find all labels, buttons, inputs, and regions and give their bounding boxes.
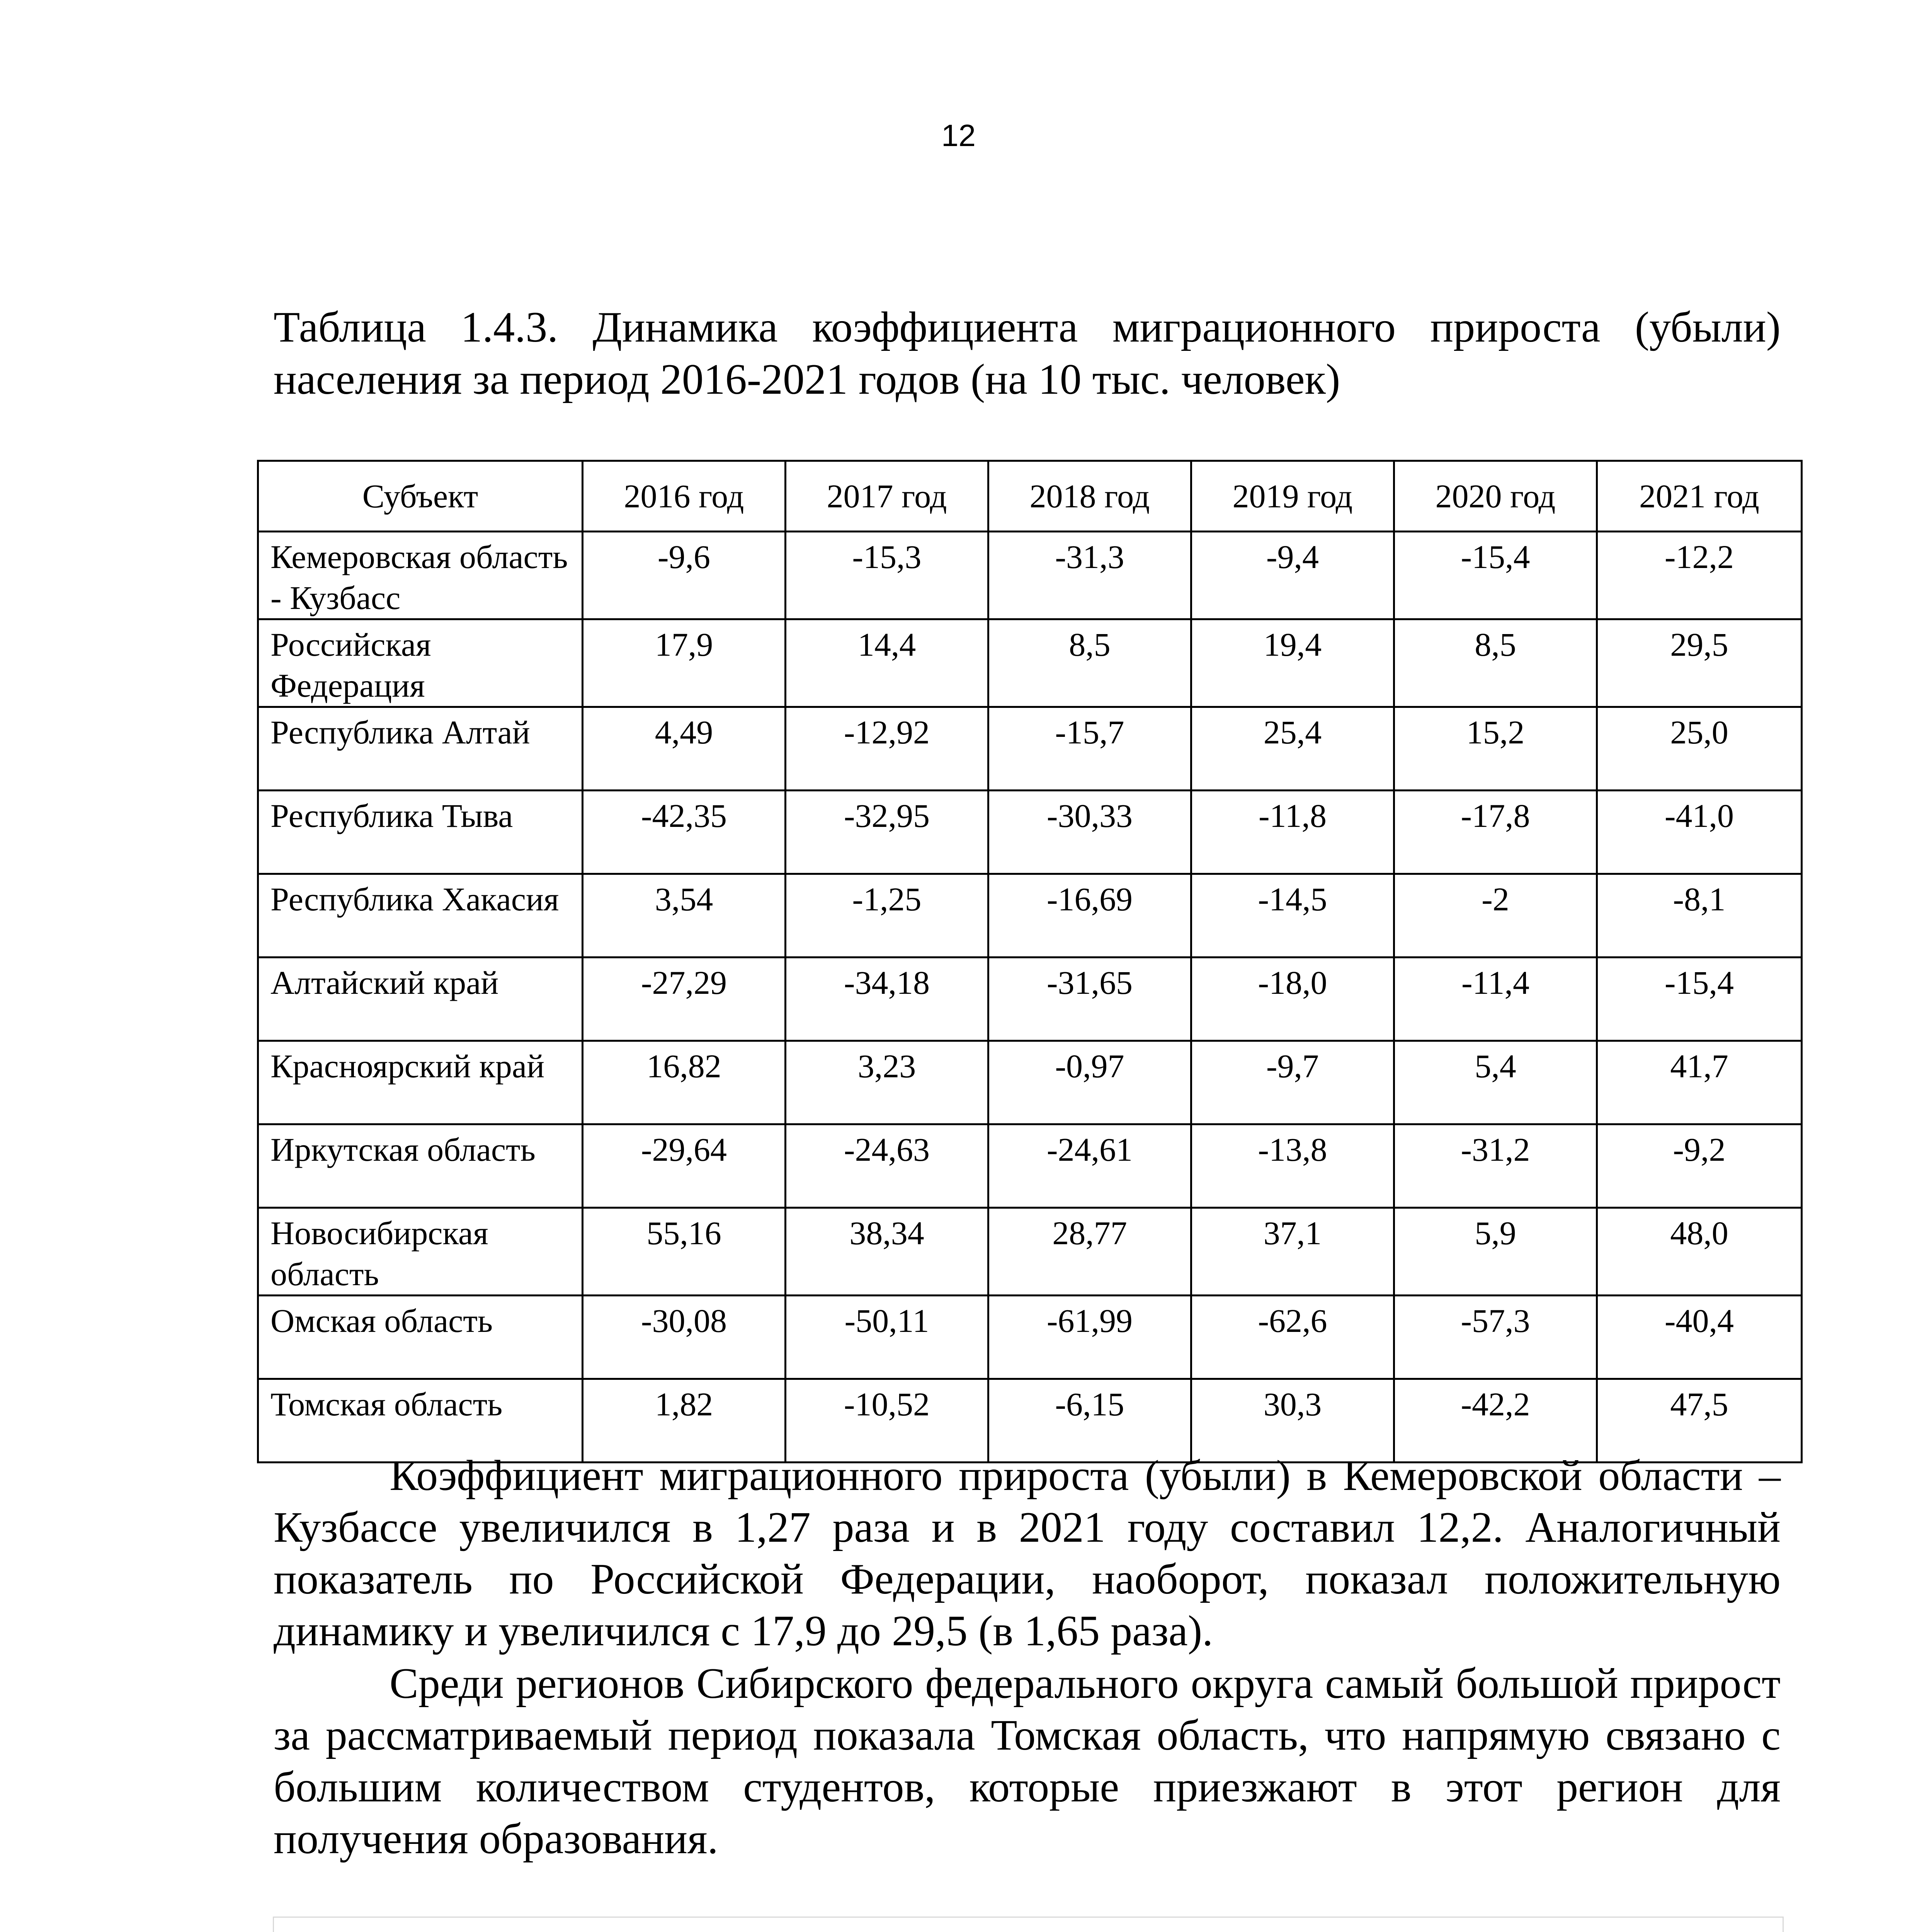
subject-cell: Республика Алтай	[258, 707, 583, 791]
value-cell: 28,77	[988, 1208, 1191, 1296]
value-cell: 5,9	[1394, 1208, 1597, 1296]
value-cell: 3,54	[583, 874, 786, 957]
table-caption: Таблица 1.4.3. Динамика коэффициента миграционного прироста (убыли) населения за период 2016-2021 годов (на 10 тыс. человек)	[274, 303, 1781, 403]
value-cell: -9,2	[1597, 1124, 1802, 1208]
subject-cell: Кемеровская область - Кузбасс	[258, 532, 583, 619]
value-cell: 3,23	[786, 1041, 988, 1124]
value-cell: -31,2	[1394, 1124, 1597, 1208]
value-cell: -40,4	[1597, 1296, 1802, 1379]
table-row	[258, 1296, 1802, 1379]
header-2019: 2019 год	[1191, 461, 1394, 532]
value-cell: -30,08	[583, 1296, 786, 1379]
value-cell: 19,4	[1191, 619, 1394, 707]
table-row	[258, 1041, 1802, 1124]
value-cell: -12,2	[1597, 532, 1802, 619]
value-cell: -8,1	[1597, 874, 1802, 957]
value-cell: -10,52	[786, 1379, 988, 1463]
value-cell: -0,97	[988, 1041, 1191, 1124]
subject-cell: Республика Тыва	[258, 791, 583, 874]
value-cell: -12,92	[786, 707, 988, 791]
value-cell: -9,7	[1191, 1041, 1394, 1124]
page-number: 12	[941, 118, 976, 153]
value-cell: 16,82	[583, 1041, 786, 1124]
table-row	[258, 957, 1802, 1041]
value-cell: 48,0	[1597, 1208, 1802, 1296]
header-2018: 2018 год	[988, 461, 1191, 532]
subject-cell: Республика Хакасия	[258, 874, 583, 957]
value-cell: -13,8	[1191, 1124, 1394, 1208]
header-2020: 2020 год	[1394, 461, 1597, 532]
subject-cell: Новосибирская область	[258, 1208, 583, 1296]
value-cell: -2	[1394, 874, 1597, 957]
value-cell: 38,34	[786, 1208, 988, 1296]
value-cell: 41,7	[1597, 1041, 1802, 1124]
value-cell: -17,8	[1394, 791, 1597, 874]
value-cell: 30,3	[1191, 1379, 1394, 1463]
header-2021: 2021 год	[1597, 461, 1802, 532]
value-cell: -15,4	[1597, 957, 1802, 1041]
table-row	[258, 1208, 1802, 1296]
paragraph-2: Среди регионов Сибирского федерального округа самый большой прирост за рассматриваемый период показала Томская область, что напрямую связано с большим количеством студентов, которые приезжают в этот регион для получения образования.	[274, 1660, 1781, 1863]
migration-table	[257, 460, 1803, 1463]
value-cell: -32,95	[786, 791, 988, 874]
value-cell: -31,65	[988, 957, 1191, 1041]
value-cell: -42,35	[583, 791, 786, 874]
value-cell: -62,6	[1191, 1296, 1394, 1379]
value-cell: -15,4	[1394, 532, 1597, 619]
value-cell: -16,69	[988, 874, 1191, 957]
value-cell: -42,2	[1394, 1379, 1597, 1463]
table-header-row	[258, 461, 1802, 532]
value-cell: -11,4	[1394, 957, 1597, 1041]
table-row	[258, 874, 1802, 957]
value-cell: -30,33	[988, 791, 1191, 874]
value-cell: -31,3	[988, 532, 1191, 619]
value-cell: 15,2	[1394, 707, 1597, 791]
value-cell: -34,18	[786, 957, 988, 1041]
value-cell: -15,7	[988, 707, 1191, 791]
table-row	[258, 1124, 1802, 1208]
value-cell: 29,5	[1597, 619, 1802, 707]
table-row	[258, 532, 1802, 619]
subject-cell: Красноярский край	[258, 1041, 583, 1124]
value-cell: -9,6	[583, 532, 786, 619]
subject-cell: Омская область	[258, 1296, 583, 1379]
value-cell: -15,3	[786, 532, 988, 619]
subject-cell: Алтайский край	[258, 957, 583, 1041]
value-cell: 5,4	[1394, 1041, 1597, 1124]
table-row	[258, 619, 1802, 707]
subject-cell: Иркутская область	[258, 1124, 583, 1208]
chart-svg	[274, 1918, 1783, 1932]
header-2017: 2017 год	[786, 461, 988, 532]
table-row	[258, 791, 1802, 874]
subject-cell: Российская Федерация	[258, 619, 583, 707]
value-cell: -61,99	[988, 1296, 1191, 1379]
value-cell: -24,61	[988, 1124, 1191, 1208]
value-cell: -1,25	[786, 874, 988, 957]
value-cell: -57,3	[1394, 1296, 1597, 1379]
value-cell: -29,64	[583, 1124, 786, 1208]
paragraph-1: Коэффициент миграционного прироста (убыли) в Кемеровской области – Кузбассе увеличился в 1,27 раза и в 2021 году составил 12,2. Аналогичный показатель по Российской Федерации, наоборот, показал положительную динамику и увеличился с 17,9 до 29,5 (в 1,65 раза).	[274, 1452, 1781, 1655]
value-cell: -41,0	[1597, 791, 1802, 874]
value-cell: 14,4	[786, 619, 988, 707]
value-cell: -11,8	[1191, 791, 1394, 874]
value-cell: -50,11	[786, 1296, 988, 1379]
header-2016: 2016 год	[583, 461, 786, 532]
value-cell: 17,9	[583, 619, 786, 707]
value-cell: 4,49	[583, 707, 786, 791]
table-row	[258, 707, 1802, 791]
value-cell: -24,63	[786, 1124, 988, 1208]
value-cell: -27,29	[583, 957, 786, 1041]
value-cell: -18,0	[1191, 957, 1394, 1041]
header-subject: Субъект	[258, 461, 583, 532]
value-cell: 8,5	[1394, 619, 1597, 707]
value-cell: 47,5	[1597, 1379, 1802, 1463]
value-cell: 1,82	[583, 1379, 786, 1463]
value-cell: -9,4	[1191, 532, 1394, 619]
subject-cell: Томская область	[258, 1379, 583, 1463]
value-cell: 25,0	[1597, 707, 1802, 791]
value-cell: 55,16	[583, 1208, 786, 1296]
value-cell: -6,15	[988, 1379, 1191, 1463]
value-cell: 37,1	[1191, 1208, 1394, 1296]
value-cell: -14,5	[1191, 874, 1394, 957]
migration-chart	[273, 1917, 1784, 1932]
value-cell: 8,5	[988, 619, 1191, 707]
value-cell: 25,4	[1191, 707, 1394, 791]
